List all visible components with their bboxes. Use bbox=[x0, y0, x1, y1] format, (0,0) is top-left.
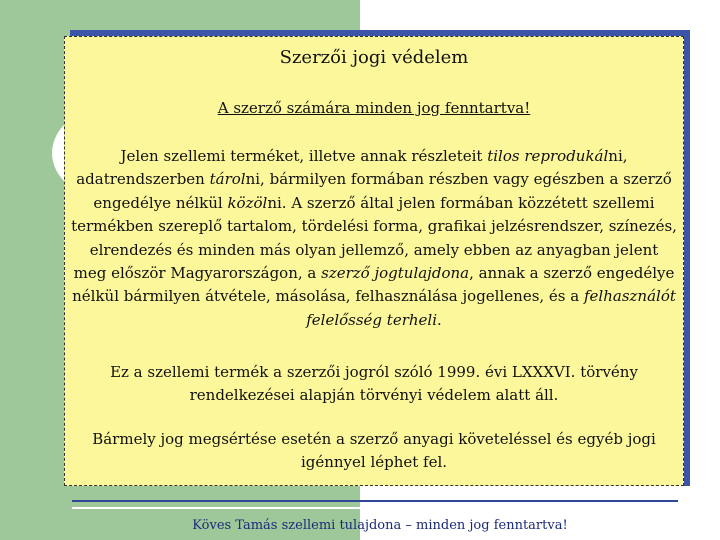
notice-paragraph-claims: Bármely jog megsértése esetén a szerző anyagi követeléssel és egyéb jogi igénnyel léphet fel. bbox=[92, 430, 656, 472]
p1-text-k: . bbox=[437, 310, 442, 329]
footer-copyright: Köves Tamás szellemi tulajdona – minden jog fenntartva! bbox=[192, 518, 568, 533]
footer-divider-highlight bbox=[72, 507, 678, 509]
copyright-notice-box bbox=[64, 36, 684, 486]
p1-text-g: ni. A szerző által jelen formában közzétett szellemi termékben szereplő tartalom, tördelési forma, grafikai jelzésrendszer, színezés, elrendezés és minden más olyan jellemző, amely ebben az anyagban jelent meg először Magyarországon, a bbox=[71, 193, 677, 283]
notice-subtitle: A szerző számára minden jog fenntartva! bbox=[217, 99, 531, 117]
p1-emphasis-reproduce: tilos reprodukál bbox=[487, 147, 609, 165]
p1-emphasis-liability: felhasználót felelősség terheli bbox=[306, 287, 676, 329]
p1-text-i: , annak a szerző engedélye nélkül bármilyen átvétele, másolása, felhasználása jogellenes, és a bbox=[72, 264, 675, 306]
p1-text-a: Jelen szellemi terméket, illetve annak részleteit bbox=[120, 147, 488, 165]
p1-emphasis-ownership: szerző jogtulajdona bbox=[321, 264, 470, 283]
p1-emphasis-publish: közöl bbox=[227, 193, 268, 212]
notice-paragraph-law: Ez a szellemi termék a szerzői jogról szóló 1999. évi LXXXVI. törvény rendelkezései alapján törvényi védelem alatt áll. bbox=[110, 363, 638, 405]
footer-divider bbox=[72, 500, 678, 502]
p1-text-e: ni, bármilyen formában részben vagy egészben a szerző engedélye nélkül bbox=[93, 170, 672, 212]
notice-paragraph-reproduction bbox=[71, 145, 677, 332]
p1-emphasis-store: tárol bbox=[209, 170, 246, 189]
notice-title: Szerzői jogi védelem bbox=[279, 47, 469, 68]
p1-text-c: ni, adatrendszerben bbox=[76, 147, 628, 189]
